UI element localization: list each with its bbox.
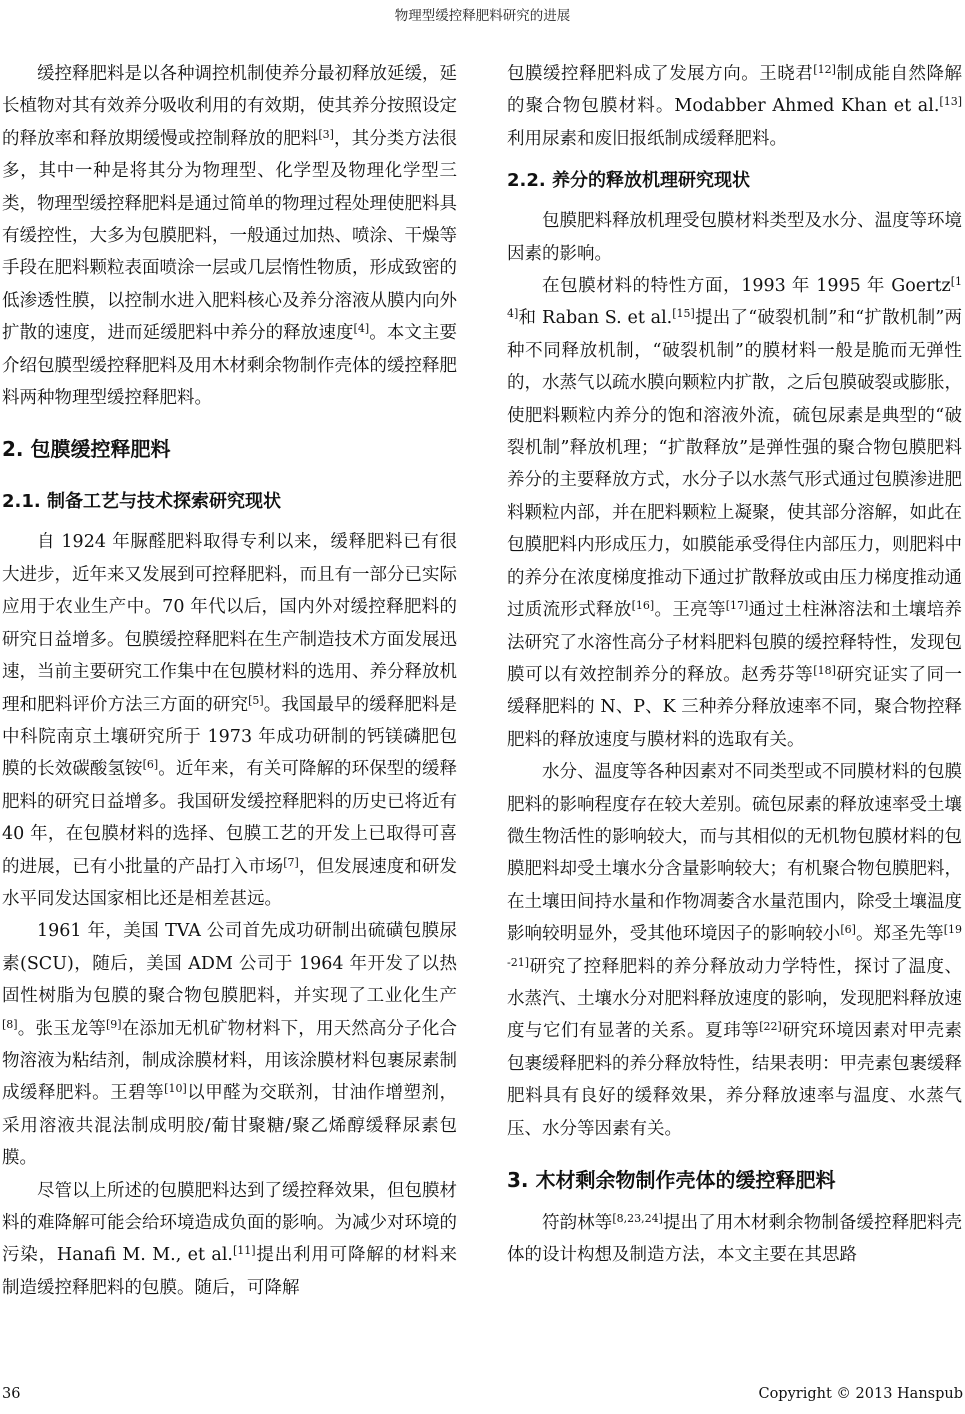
citation[interactable]: [11] <box>233 1244 256 1258</box>
page-number: 36 <box>2 1386 21 1402</box>
paragraph-intro: 缓控释肥料是以各种调控机制使养分最初释放延缓，延长植物对其有效养分吸收利用的有效期，使其养分按照设定的释放率和释放期缓慢或控制释放的肥料[3]，其分类方法很多，其中一种是将其分为物理型、化学型及物理化学型三类，物理型缓控释肥料是通过简单的物理过程处理使肥料具有缓控性，大多为包膜肥料，一般通过加热、喷涂、干燥等手段在肥料颗粒表面喷涂一层或几层惰性物质，形成致密的低渗透性膜，以控制水进入肥料核心及养分溶液从膜内向外扩散的速度，进而延缓肥料中养分的释放速度[4]。本文主要介绍包膜型缓控释肥料及用木材剩余物制作壳体的缓控释肥料两种物理型缓控释肥料。 <box>2 64 458 409</box>
citation[interactable]: [7] <box>283 855 299 869</box>
citation[interactable]: [6] <box>840 923 856 937</box>
citation[interactable]: [13] <box>939 95 962 109</box>
citation[interactable]: [14] <box>507 275 962 321</box>
section-heading-2: 2. 包膜缓控释肥料 <box>2 437 171 462</box>
section-heading-3: 3. 木材剩余物制作壳体的缓控释肥料 <box>507 1168 836 1192</box>
citation[interactable]: [22] <box>759 1020 782 1034</box>
copyright-notice: Copyright © 2013 Hanspub <box>758 1386 963 1402</box>
citation[interactable]: [8,23,24] <box>612 1212 663 1225</box>
citation[interactable]: [19-21] <box>507 923 963 969</box>
citation[interactable]: [3] <box>318 127 334 141</box>
paragraph-release-intro: 包膜肥料释放机理受包膜材料类型及水分、温度等环境因素的影响。 <box>507 211 962 264</box>
citation[interactable]: [15] <box>672 307 695 321</box>
citation[interactable]: [5] <box>248 693 264 707</box>
citation[interactable]: [9] <box>106 1017 122 1031</box>
running-title: 物理型缓控释肥料研究的进展 <box>394 8 571 24</box>
subsection-heading-2-1: 2.1. 制备工艺与技术探索研究现状 <box>2 491 281 513</box>
paragraph-environment-factors: 水分、温度等各种因素对不同类型或不同膜材料的包膜肥料的影响程度存在较大差别。硫包尿素的释放速率受土壤微生物活性的影响较大，而与其相似的无机物包膜材料的包膜肥料却受土壤水分含量影响较大；有机聚合物包膜肥料，在土壤田间持水量和作物凋萎含水量范围内，除受土壤温度影响较明显外，受其他环境因子的影响较小[6]。郑圣先等[19-21]研究了控释肥料的养分释放动力学特性，探讨了温度、水蒸汽、土壤水分对肥料释放速度的影响，发现肥料释放速度与它们有显著的关系。夏玮等[22]研究环境因素对甲壳素包裹缓释肥料的养分释放特性，结果表明：甲壳素包裹缓释肥料具有良好的缓释效果，养分释放速率与温度、水蒸气压、水分等因素有关。 <box>507 762 963 1139</box>
left-column <box>2 58 457 1304</box>
paragraph-wood-shell: 符韵林等[8,23,24]提出了用木材剩余物制备缓控释肥料壳体的设计构想及制造方法，本文主要在其思路 <box>507 1212 963 1266</box>
citation[interactable]: [4] <box>353 322 370 336</box>
citation[interactable]: [6] <box>142 758 159 772</box>
citation[interactable]: [18] <box>813 663 836 677</box>
paragraph-degradable: 尽管以上所述的包膜肥料达到了缓控释效果，但包膜材料的难降解可能会给环境造成负面的影响。为减少对环境的污染，Hanafi M. M., et al.[11]提出利用可降解的材料来制造缓控释肥料的包膜。随后，可降解 <box>2 1180 457 1298</box>
paragraph-release-mechanism: 在包膜材料的特性方面，1993 年 1995 年 Goertz[14]和 Raban S. et al.[15]提出了“破裂机制”和“扩散机制”两种不同释放机制，“破裂机制”的膜材料一般是脆而无弹性的，水蒸气以疏水膜向颗粒内扩散，之后包膜破裂或膨胀，使肥料颗粒内养分的饱和溶液外流，硫包尿素是典型的“破裂机制”释放机理；“扩散释放”是弹性强的聚合物包膜肥料养分的主要释放方式，水分子以水蒸气形式通过包膜渗进肥料颗粒内部，并在肥料颗粒上凝聚，使其部分溶解，如此在包膜肥料内形成压力，如膜能承受得住内部压力，则肥料中的养分在浓度梯度推动下通过扩散释放或由压力梯度推动通过质流形式释放[16]。王亮等[17]通过土柱淋溶法和土壤培养法研究了水溶性高分子材料肥料包膜的缓控释特性，发现包膜可以有效控制养分的释放。赵秀芬等[18]研究证实了同一缓释肥料的 N、P、K 三种养分释放速率不同，聚合物控释肥料的释放速度与膜材料的选取有关。 <box>507 275 963 750</box>
subsection-heading-2-2: 2.2. 养分的释放机理研究现状 <box>507 170 750 192</box>
citation[interactable]: [17] <box>725 599 749 613</box>
citation[interactable]: [12] <box>813 63 836 76</box>
paragraph-history: 自 1924 年脲醛肥料取得专利以来，缓释肥料已有很大进步，近年来又发展到可控释肥料，而且有一部分已实际应用于农业生产中。70 年代以后，国内外对缓控释肥料的研究日益增多。包膜缓控释肥料在生产制造技术方面发展迅速，当前主要研究工作集中在包膜材料的选用、养分释放机理和肥料评价方法三方面的研究[5]。我国最早的缓释肥料是中科院南京土壤研究所于 1973 年成功研制的钙镁磷肥包膜的长效碳酸氢铵[6]。近年来，有关可降解的环保型的缓释肥料的研究日益增多。我国研发缓控释肥料的历史已将近有 40 年，在包膜材料的选择、包膜工艺的开发上已取得可喜的进展，已有小批量的产品打入市场[7]，但发展速度和研发水平同发达国家相比还是相差甚远。 <box>2 532 458 909</box>
paragraph-continued: 包膜缓控释肥料成了发展方向。王晓君[12]制成能自然降解的聚合物包膜材料。Modabber Ahmed Khan et al.[13]利用尿素和废旧报纸制成缓释肥料。 <box>507 63 963 149</box>
right-column <box>507 58 962 1272</box>
citation[interactable]: [8] <box>2 1017 18 1031</box>
paragraph-coating-development: 1961 年，美国 TVA 公司首先成功研制出硫磺包膜尿素(SCU)，随后，美国 ADM 公司于 1964 年开发了以热固性树脂为包膜的聚合物包膜肥料，并实现了工业化生产[8]。张玉龙等[9]在添加无机矿物材料下，用天然高分子化合物溶液为粘结剂，制成涂膜材料，用该涂膜材料包裹尿素制成缓释肥料。王碧等[10]以甲醛为交联剂，甘油作增塑剂，采用溶液共混法制成明胶/葡甘聚糖/聚乙烯醇缓释尿素包膜。 <box>2 921 458 1169</box>
citation[interactable]: [10] <box>164 1082 187 1096</box>
citation[interactable]: [16] <box>631 599 655 613</box>
